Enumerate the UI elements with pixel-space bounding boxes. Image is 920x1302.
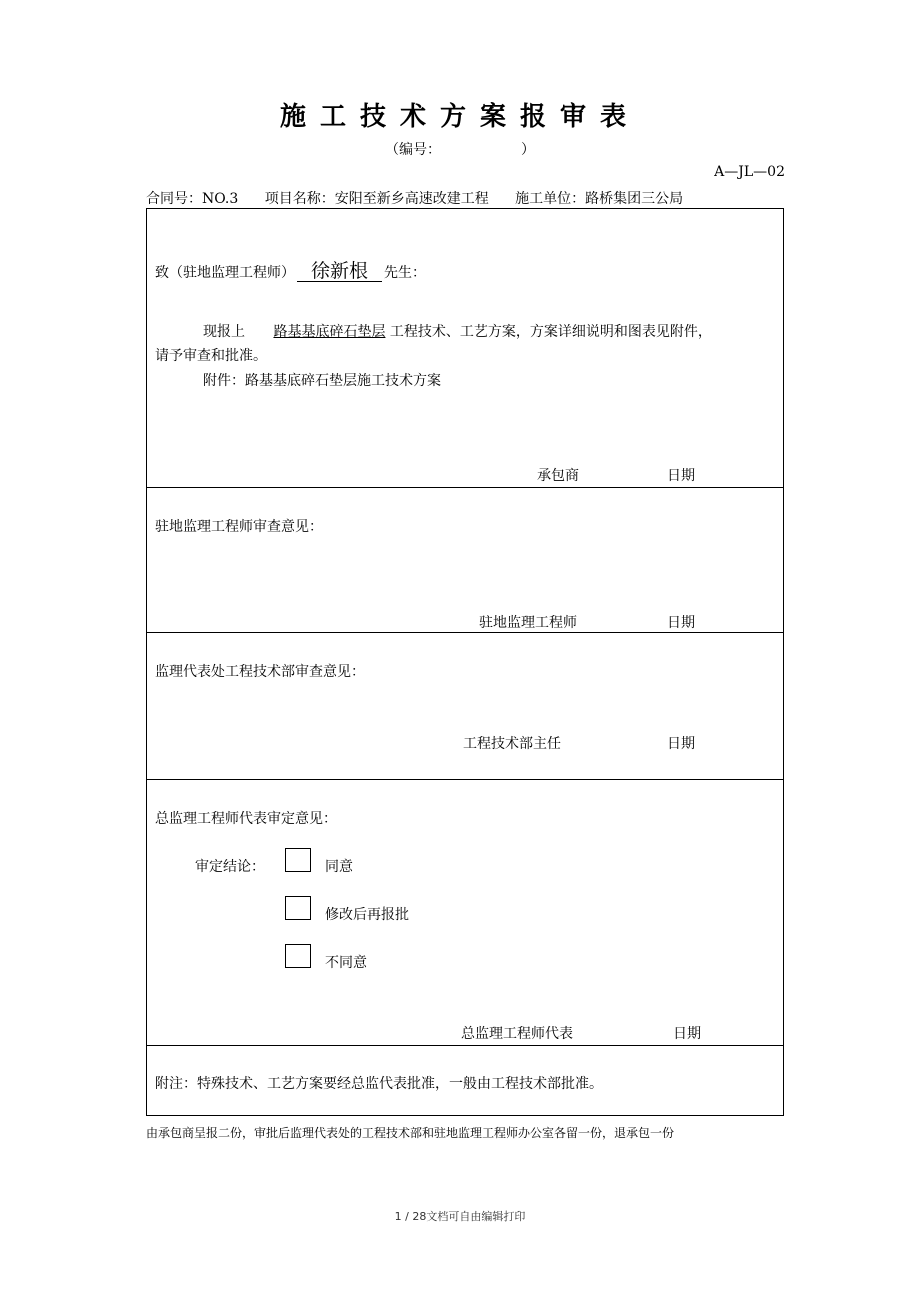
resident-heading: 驻地监理工程师审查意见：: [155, 519, 323, 535]
serial-label: （编号：: [385, 142, 441, 158]
report-line-2: 请予审查和批准。: [155, 348, 267, 364]
technical-date: 日期: [667, 736, 695, 752]
contract-number: 合同号：NO.3: [146, 191, 239, 207]
info-line: [146, 188, 705, 208]
submission-section: [147, 209, 783, 488]
technical-dept-section: [147, 633, 783, 780]
chief-date: 日期: [673, 1026, 701, 1042]
option-agree: 同意: [325, 859, 353, 875]
form-table: [146, 208, 784, 1116]
footnote: 由承包商呈报二份，审批后监理代表处的工程技术部和驻地监理工程师办公室各留一份，退承包一份: [146, 1126, 675, 1140]
page-footer: 1 / 28文档可自由编辑打印: [394, 1210, 526, 1223]
technical-heading: 监理代表处工程技术部审查意见：: [155, 664, 365, 680]
note-section: [147, 1046, 783, 1117]
addressee-prefix: 致（驻地监理工程师）: [155, 265, 295, 281]
attachment-line: 附件：路基基底碎石垫层施工技术方案: [203, 373, 441, 389]
report-prefix: 现报上: [203, 324, 245, 340]
contractor-signer: 承包商: [537, 468, 579, 484]
form-title: 施工技术方案报审表: [279, 102, 640, 132]
contractor-unit: 施工单位：路桥集团三公局: [515, 191, 684, 207]
chief-heading: 总监理工程师代表审定意见：: [155, 811, 337, 827]
report-line: [203, 321, 712, 341]
note-text: 附注：特殊技术、工艺方案要经总监代表批准，一般由工程技术部批准。: [155, 1076, 603, 1092]
addressee-suffix: 先生：: [384, 265, 427, 281]
chief-representative-section: [147, 780, 783, 1046]
revise-checkbox[interactable]: [285, 896, 311, 920]
serial-close: ）: [521, 142, 535, 158]
serial-number: [0, 139, 920, 159]
form-code: A—JL—02: [714, 164, 785, 180]
addressee-line: [155, 261, 426, 282]
conclusion-label: 审定结论：: [195, 859, 265, 875]
technical-signer: 工程技术部主任: [463, 736, 561, 752]
option-disagree: 不同意: [325, 955, 367, 971]
report-suffix: 工程技术、工艺方案，方案详细说明和图表见附件，: [389, 324, 712, 340]
disagree-checkbox[interactable]: [285, 944, 311, 968]
resident-engineer-section: [147, 488, 783, 633]
project-name: 项目名称：安阳至新乡高速改建工程: [264, 191, 489, 207]
chief-signer: 总监理工程师代表: [461, 1026, 573, 1042]
contractor-date: 日期: [667, 468, 695, 484]
engineer-name[interactable]: 徐新根: [297, 261, 382, 282]
report-subject[interactable]: 路基基底碎石垫层: [273, 324, 386, 340]
agree-checkbox[interactable]: [285, 848, 311, 872]
resident-date: 日期: [667, 615, 695, 631]
option-revise: 修改后再报批: [325, 907, 409, 923]
resident-signer: 驻地监理工程师: [479, 615, 577, 631]
